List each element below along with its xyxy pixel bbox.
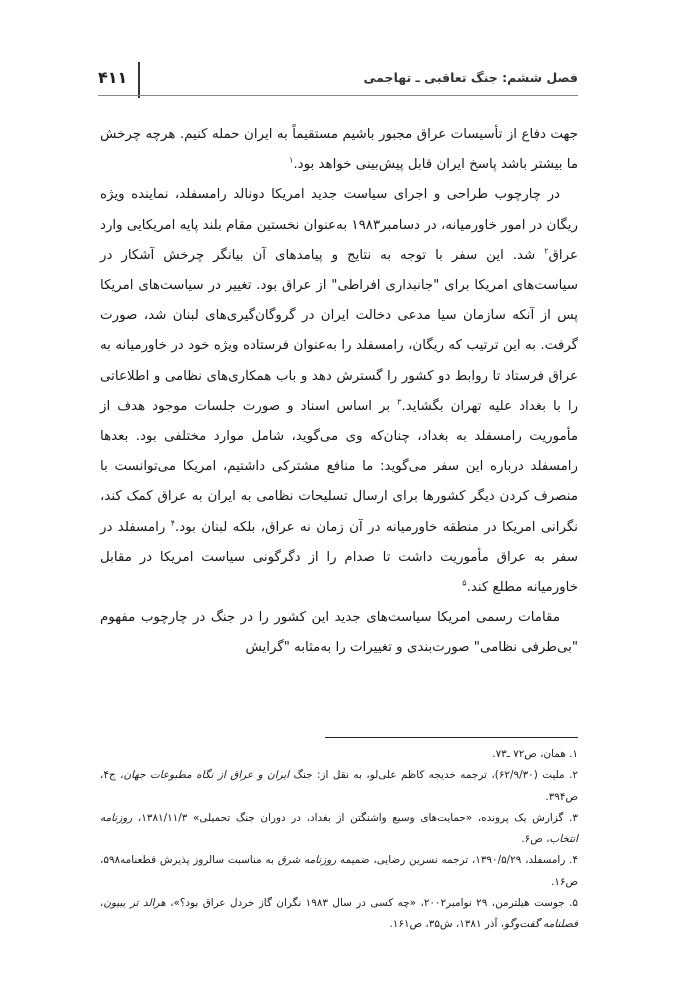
- footnote-2-title: ایران و عراق از نگاه مطبوعات جهان: [123, 769, 290, 782]
- paragraph-2-text-a: در چارچوب طراحی و اجرای سیاست جدید امریکا دونالد رامسفلد، نماینده ویژه ریگان در امور خاورمیانه، در دسامبر۱۹۸۳ به‌عنوان نخستین مقام بلند پایه امریکایی وارد عراق: [100, 187, 578, 263]
- paragraph-3: [100, 603, 578, 663]
- paragraph-2-text-d: رامسفلد در سفر به عراق مأموریت داشت تا صدام را از دگرگونی سیاست امریکا در مقابل خاورمیانه مطلع کند.: [100, 519, 578, 596]
- footnote-5-text-c: ،: [100, 897, 104, 910]
- paragraph-3-text: مقامات رسمی امریکا سیاست‌های جدید این کشور را در جنگ در چارچوب مفهوم "بی‌طرفی نظامی" صورت‌بندی و تغییرات را به‌مثابه "گرایش: [100, 610, 578, 656]
- footnote-ref-5[interactable]: ۵: [462, 578, 467, 588]
- footnote-2-text-a: ۲. ملیت (۶۲/۹/۳۰)، ترجمه خدیجه کاظم علی‌لو، به نقل از: جنگ: [289, 769, 578, 782]
- footnote-5-title-1: هرالد تر یبیون: [103, 897, 166, 910]
- footnote-1: [100, 744, 578, 765]
- footnote-3: [100, 808, 578, 851]
- footnotes: [100, 744, 578, 936]
- footnote-3-text-a: ۳. گزارش یک پرونده، «حمایت‌های وسیع واشنگتن از بغداد، در دوران جنگ تحمیلی» ۱۳۸۱/۱۱/۳،: [132, 811, 578, 824]
- page-header: [98, 62, 578, 98]
- footnote-4-text-c: به مناسبت سالروز پذیرش قطعنامه۵۹۸، ص۱۶.: [100, 854, 578, 888]
- footnote-4-text-a: ۴. رامسفلد، ۱۳۹۰/۵/۲۹، ترجمه نسرین رضایی، ضمیمه: [336, 854, 579, 867]
- paragraph-1: [100, 120, 578, 180]
- paragraph-2: [100, 180, 578, 603]
- footnote-5-text-a: ۵. جوست هیلترمن، ۲۹ نوامبر۲۰۰۲، «چه کسی در سال ۱۹۸۳ نگران گاز خردل عراق بود؟»،: [165, 897, 578, 910]
- footnote-ref-2[interactable]: ۲: [544, 246, 549, 256]
- footnote-4: [100, 850, 578, 893]
- paragraph-1-text: جهت دفاع از تأسیسات عراق مجبور باشیم مستقیماً به ایران حمله کنیم. هرچه چرخش ما بیشتر باشد پاسخ ایران قابل پیش‌بینی خواهد بود.: [100, 127, 578, 173]
- page-number: ۴۱۱: [98, 68, 128, 87]
- footnote-4-title: روزنامه شرق: [277, 854, 337, 867]
- footnote-ref-1[interactable]: ۱: [289, 155, 294, 165]
- paragraph-2-text-b: شد. این سفر با توجه به نتایج و پیامدهای آن بیانگر چرخش آشکار در سیاست‌های امریکا برای "جانبداری افراطی" از عراق بود. تغییر در سیاست‌های امریکا پس از آنکه سازمان سیا مدعی دخالت ایران در گروگان‌گیری‌های لبنان شد، صورت گرفت. به این ترتیب که ریگان، رامسفلد را به‌عنوان فرستاده ویژه خود در خاورمیانه به عراق فرستاد تا روابط دو کشور را گسترش دهد و باب همکاری‌های نظامی و اطلاعاتی را با بغداد علیه تهران بگشاید.: [100, 247, 579, 414]
- footnote-3-title: روزنامه انتخاب: [100, 811, 578, 846]
- footnote-2: [100, 765, 578, 808]
- footnote-1-text: ۱. همان، ص۷۲ ـ۷۳.: [492, 748, 578, 760]
- header-underline: [98, 95, 578, 96]
- footnote-3-text-c: ، ص۶.: [521, 833, 550, 846]
- header-vertical-divider: [138, 62, 140, 98]
- footnote-5-title-2: فصلنامه گفت‌وگو: [504, 918, 578, 931]
- main-text: [100, 120, 578, 664]
- footnote-ref-3[interactable]: ۳: [397, 397, 402, 407]
- footnote-ref-4[interactable]: ۴: [170, 518, 175, 528]
- paragraph-2-text-c: بر اساس اسناد و صورت جلسات موجود هدف از مأموریت رامسفلد به بغداد، چنان‌که وی می‌گوید، شامل موارد مختلفی بود. بعدها رامسفلد درباره این سفر می‌گوید: ما منافع مشترکی داشتیم، امریکا می‌توانست با منصرف کردن دیگر کشورها برای ارسال تسلیحات نظامی به ایران به عراق کمک کند، نگرانی امریکا در منطقه خاورمیانه در آن زمان نه عراق، بلکه لبنان بود.: [100, 398, 578, 535]
- footnote-5-text-e: ، آذر ۱۳۸۱، ش۳۵، ص۱۶۱.: [389, 918, 505, 931]
- running-head: فصل ششم: جنگ تعاقبی ـ تهاجمی: [363, 70, 578, 85]
- footnote-5: [100, 893, 578, 936]
- footnote-separator: [325, 737, 578, 738]
- footnote-2-text-c: ، ج۴، ص۳۹۴.: [100, 769, 578, 803]
